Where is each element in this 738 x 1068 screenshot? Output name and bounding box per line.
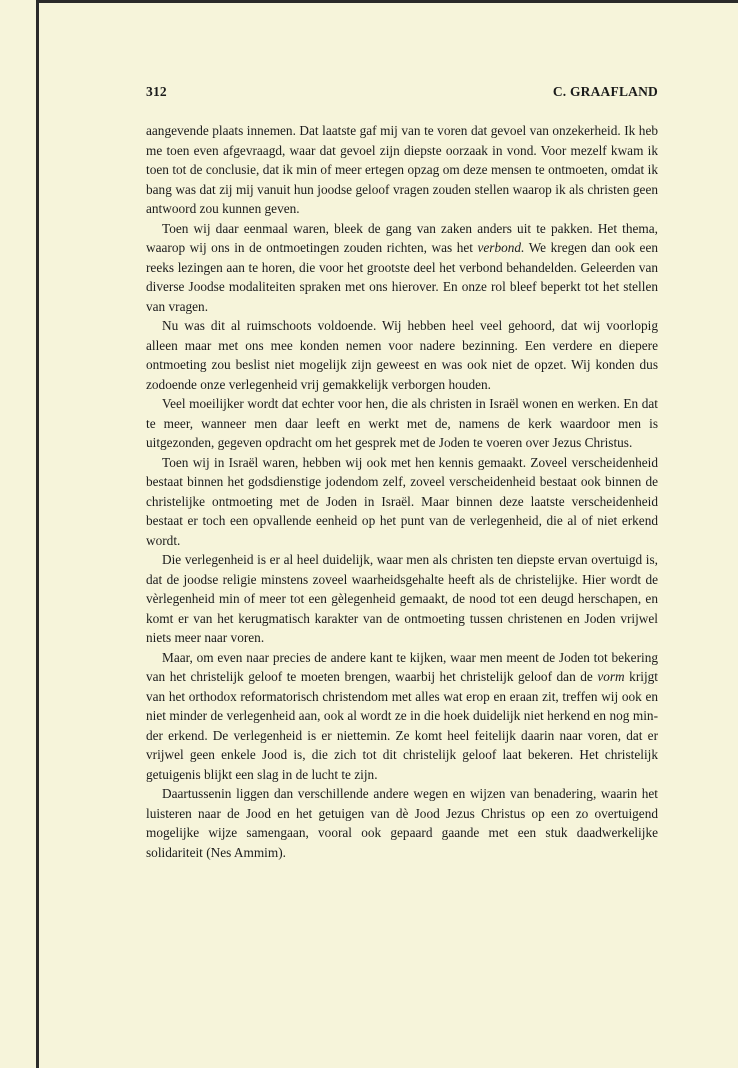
running-head-author: C. GRAAFLAND (552, 84, 658, 99)
paragraph (146, 453, 658, 551)
italic-term-vorm: vorm (597, 669, 625, 684)
text-run: Veel moeilijker wordt dat echter voor hen, die als christen in Israël wonen en werken. En dat te meer, wanneer men daar leeft en werkt met de, namens de kerk waardoor men is uitgezonden, gegeven opdracht om het gesprek met de Joden te voeren over Jezus Christus. (146, 396, 658, 450)
scan-edge-left (36, 0, 39, 1068)
text-run: Die verlegenheid is er al heel duidelijk, waar men als christen ten diepste ervan overtuigd is, dat de joodse religie minstens zoveel waarheidsgehalte heeft als de christelijke. Hier wordt de vèrlegenheid min of meer tot een gèlegenheid gemaakt, de nood tot een deugd herschapen, en komt er van het kerugmatisch karakter van de ontmoeting tussen christenen en Joden vrijwel niets meer naar voren. (146, 552, 658, 645)
text-run: We kregen dan ook een reeks lezingen aan te horen, die voor het grootste deel het verbond behandelden. Geleerden van diverse Joodse modaliteiten spraken met ons hierover. En onze rol bleef beperkt tot het stellen van vragen. (146, 240, 658, 314)
body-text (146, 121, 658, 862)
paragraph (146, 784, 658, 862)
text-run: Maar, om even naar precies de andere kant te kijken, waar men meent de Joden tot bekering van het christelijk geloof te moeten brengen, waarbij het christelijk geloof dan de (146, 649, 658, 684)
paragraph (146, 550, 658, 648)
running-head (146, 84, 658, 104)
paragraph (146, 121, 658, 219)
paragraph (146, 394, 658, 453)
paragraph (146, 648, 658, 785)
text-run: Toen wij daar eenmaal waren, bleek de gang van zaken anders uit te pakken. Het thema, waarop wij ons in de ontmoetingen zouden richten, was het (146, 220, 658, 255)
text-run: krijgt van het orthodox reformatorisch christendom met alles wat erop en eraan zit, treffen wij ook en niet minder de verlegenheid aan, ook al wordt ze in die hoek duidelijk niet herkend en nog minder erkend. De verlegenheid is er niettemin. Ze komt heel feitelijk daarin naar voren, dat er vrijwel geen enkele Jood is, die zich tot dit christelijk geloof laat bekeren. Het christelijk getuigenis blijkt een slag in de lucht te zijn. (146, 669, 658, 782)
text-run: aangevende plaats innemen. Dat laatste gaf mij van te voren dat gevoel van onzekerheid. Ik heb me toen even afgevraagd, waar dat gevoel zijn diepste oorzaak in vond. Voor mezelf kwam ik toen tot de conclusie, dat ik min of meer ertegen opzag om deze mensen te ontmoeten, omdat ik bang was dat zij mij vanuit hun joodse geloof vragen zouden stellen waarop ik als christen geen antwoord zou kunnen geven. (146, 123, 658, 216)
text-run: Daartussenin liggen dan verschillende andere wegen en wijzen van benadering, waarin het luisteren naar de Jood en het getuigen van dè Jood Jezus Christus op een zo overtuigend mogelijke wijze samengaan, vooral ook gepaard gaande met een stuk daadwerkelijke solidariteit (Nes Ammim). (146, 786, 658, 860)
text-run: Toen wij in Israël waren, hebben wij ook met hen kennis gemaakt. Zoveel verscheidenheid bestaat binnen het godsdienstige jodendom zelf, zoveel verscheidenheid bestaat ook binnen de christelijke ontmoeting met de Joden in Israël. Maar binnen deze laatste verscheidenheid bestaat er toch een opvallende eenheid op het punt van de verlegenheid, die al of niet erkend wordt. (146, 454, 658, 548)
paragraph (146, 316, 658, 394)
text-run: Nu was dit al ruimschoots voldoende. Wij hebben heel veel gehoord, dat wij voorlopig alleen maar met ons mee konden nemen voor nadere bezinning. Een verdere en diepere ontmoeting zou beslist niet mogelijk zijn geweest en was ook niet de opzet. Wij konden dus zodoende onze verlegenheid vrij gemakkelijk verborgen houden. (146, 318, 658, 392)
scan-edge-top (36, 0, 738, 3)
page-number: 312 (146, 84, 167, 99)
paragraph (146, 219, 658, 317)
italic-term-verbond: verbond. (477, 240, 525, 255)
